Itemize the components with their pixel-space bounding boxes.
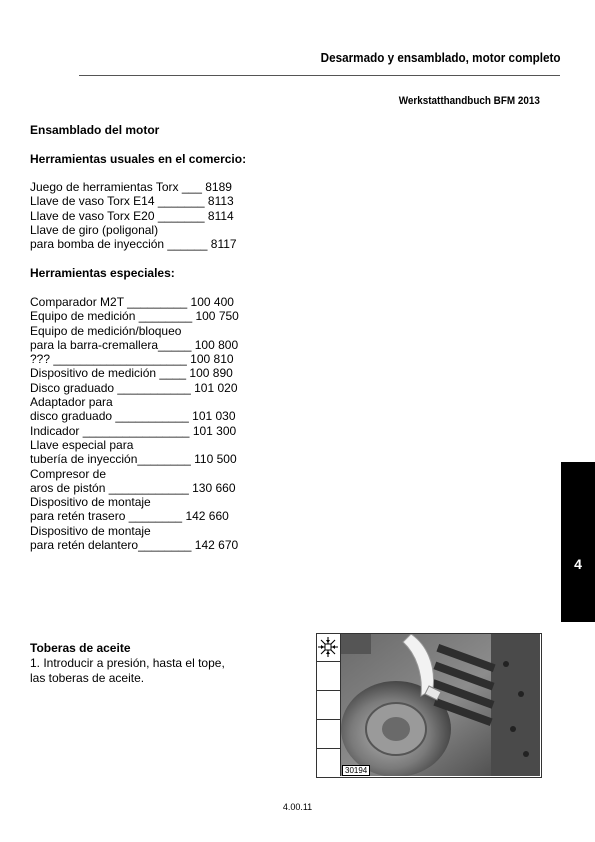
list-item: Equipo de medición ________ 100 750 xyxy=(30,309,239,324)
list-item: Dispositivo de montaje xyxy=(30,523,151,538)
list-item: Llave de giro (poligonal) xyxy=(30,222,159,237)
list-item: Dispositivo de medición ____ 100 890 xyxy=(30,366,233,381)
figure-number: 30194 xyxy=(342,765,370,776)
usual-tools-heading: Herramientas usuales en el comercio: xyxy=(30,152,247,166)
document-title: Desarmado y ensamblado, motor completo xyxy=(321,50,561,65)
list-item: Llave de vaso Torx E20 _______ 8114 xyxy=(30,208,234,223)
list-item: para bomba de inyección ______ 8117 xyxy=(30,237,237,252)
list-item: Comparador M2T _________ 100 400 xyxy=(30,295,234,309)
header-divider xyxy=(79,75,560,76)
page-number: 4.00.11 xyxy=(282,802,313,812)
instruction-line: 1. Introducir a presión, hasta el tope, xyxy=(30,656,225,670)
list-item: para la barra-cremallera_____ 100 800 xyxy=(30,337,239,352)
list-item: Dispositivo de montaje xyxy=(30,495,151,510)
list-item: Adaptador para xyxy=(30,395,113,410)
list-item: Llave especial para xyxy=(30,437,134,452)
special-tools-heading: Herramientas especiales: xyxy=(30,266,175,280)
chapter-tab xyxy=(561,462,595,622)
list-item: Indicador ________________ 101 300 xyxy=(30,423,237,438)
special-tools-list xyxy=(30,295,239,552)
list-item: para retén trasero ________ 142 660 xyxy=(30,509,229,524)
section-title: Ensamblado del motor xyxy=(30,123,160,137)
list-item: Compresor de xyxy=(30,466,107,481)
assembly-arrows-icon xyxy=(316,633,340,662)
figure-icon-column xyxy=(316,633,341,776)
list-item: Equipo de medición/bloqueo xyxy=(30,323,182,338)
chapter-number: 4 xyxy=(574,556,582,572)
engine-photo xyxy=(341,634,540,776)
figure-icon-slot xyxy=(316,720,340,749)
oil-nozzles-heading: Toberas de aceite xyxy=(30,641,131,655)
list-item: aros de pistón ____________ 130 660 xyxy=(30,480,236,495)
list-item: ??? ____________________ 100 810 xyxy=(30,352,234,367)
list-item: Llave de vaso Torx E14 _______ 8113 xyxy=(30,194,234,209)
instruction-line: las toberas de aceite. xyxy=(30,671,145,685)
list-item: disco graduado ___________ 101 030 xyxy=(30,409,236,424)
list-item: tubería de inyección________ 110 500 xyxy=(30,452,237,467)
list-item: Disco graduado ___________ 101 020 xyxy=(30,380,238,395)
figure-icon-slot xyxy=(316,662,340,691)
figure-icon-slot xyxy=(316,691,340,720)
list-item: para retén delantero________ 142 670 xyxy=(30,538,239,553)
manual-name: Werkstatthandbuch BFM 2013 xyxy=(398,95,540,107)
list-item: Juego de herramientas Torx ___ 8189 xyxy=(30,180,232,194)
usual-tools-list xyxy=(30,180,237,251)
